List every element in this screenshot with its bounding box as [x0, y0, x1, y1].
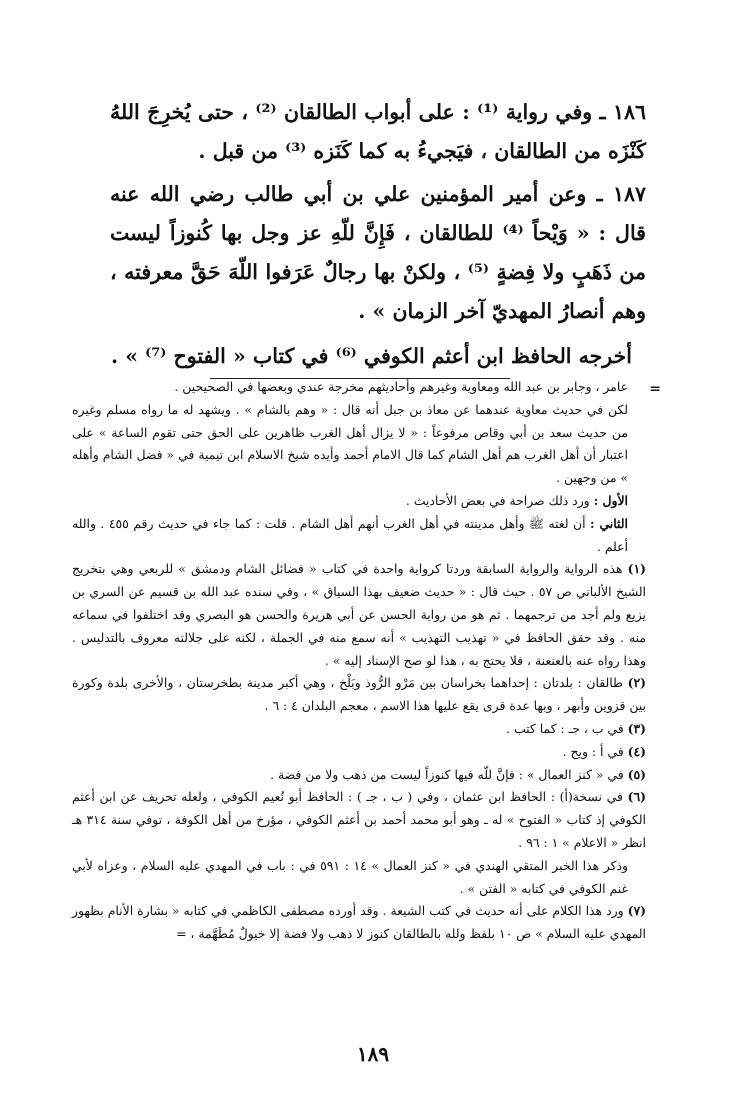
second-label: الثاني : — [590, 515, 628, 531]
footnote-7-text: ورد هذا الكلام على أنه حديث في كتب الشيعة . وقد أورده مصطفى الكاظمي في كتابه « بشارة الأنام بظهور المهدي عليه السلام » ص ١٠ بلفظ ولله بالطالقان كنوز لا ذهب ولا فضة إلا خيولٌ مُطَهَّمة ، = — [72, 903, 646, 942]
footnote-4 — [72, 741, 646, 764]
footnote-2 — [72, 672, 646, 718]
footnote-6 — [72, 786, 646, 854]
footnote-1-number: (١) — [627, 561, 646, 577]
footnote-6-continued: وذكر هذا الخبر المتقي الهندي في « كنز العمال » ١٤ : ٥٩١ في : باب في المهدي عليه السلام ، وعزاه لأبي غنم الكوفي في كتابه « الفتن » . — [72, 857, 628, 896]
footnote-continuation-3 — [72, 490, 646, 513]
hadith-187: ١٨٧ ـ وعن أمير المؤمنين علي بن أبي طالب رضي الله عنه قال : « وَيْحاً ⁽⁴⁾ للطالقان ، فَإِنَّ للّهِ عز وجل بها كُنوزاً ليست من ذَهَبٍ ولا فِضةٍ ⁽⁵⁾ ، ولكنْ بها رجالٌ عَرَفوا اللّهَ حَقَّ معرفته ، وهم أنصارُ المهديّ آخر الزمان » . — [110, 182, 647, 323]
hadith-source: أخرجه الحافظ ابن أعثم الكوفي ⁽⁶⁾ في كتاب « الفتوح ⁽⁷⁾ » . — [110, 344, 632, 368]
footnotes — [72, 376, 646, 946]
main-text — [110, 93, 646, 376]
footnote-continuation-1: عامر ، وجابر بن عبد الله ومعاوية وغيرهم وأحاديثهم مخرجة عندي وبعضها في الصحيحين . — [174, 379, 628, 394]
footnote-3-text: في ب ، جـ : كما كتب . — [506, 720, 624, 736]
footnote-7 — [72, 900, 646, 946]
footnote-1-text: هذه الرواية والرواية السابقة وردتا كرواية واحدة في كتاب « فضائل الشام ودمشق » للربعي وهي بتخريج الشيخ الألباني ص ٥٧ . حيث قال : « حديث ضعيف بهذا السياق » ، وفي سنده عبد الله بن قسيم عن السري بن يزيع ولم أجد من ترجمهما . ثم هو من رواية الحسن عن أبي هريرة والحسن هو البصري وقد اختلفوا في سماعه منه . وقد حقق الحافظ في « تهذيب التهذيب » أنه سمع منه في الجملة ، لكنه على جلالته معروف بالتدليس . وهذا رواه عنه بالعنعنة ، فلا يحتج به ، هذا لو صح الإسناد إليه » . — [72, 561, 646, 668]
footnote-4-number: (٤) — [627, 743, 646, 759]
footnote-4-text: في أ : ويح . — [562, 743, 624, 759]
footnote-2-text: طالقان : بلدتان : إحداهما بخراسان بين مَرْو الرُّوذ وبَلْخ ، وهي أكبر مدينة بطخرستان ، والأخرى بلدة وكورة بين قزوين وأبهر ، وبها عدة قرى يقع عليها هذا الاسم ، معجم البلدان ٤ : ٦ . — [72, 675, 646, 714]
page-number: ١٨٩ — [356, 1042, 390, 1066]
continuation-mark: = — [649, 381, 661, 397]
footnote-6-text: في نسخة(أ) : الحافظ ابن عثمان ، وفي ( ب ، جـ ) : الحافظ أبو نُعيم الكوفي ، ولعله تحريف عن ابن أعثم الكوفي إذ كتاب « الفتوح » له ـ وهو أبو محمد أحمد بن أعثم الكوفي ، مؤرخ من أهل الكوفة ، توفي سنة ٣١٤ هـ انظر « الاعلام » ١ : ٩٦ . — [72, 789, 646, 850]
first-label: الأول : — [593, 492, 628, 508]
footnote-continuation-2: لكن في حديث معاوية عندهما عن معاذ بن جبل أنه قال : « وهم بالشام » . ويشهد له ما رواه مسلم وغيره من حديث سعد بن أبي وقاص مرفوعاً : « لا يزال أهل الغرب ظاهرين على الحق حتى تقوم الساعة » على اعتبار أن أهل الغرب هم أهل الشام كما قال الامام أحمد وأيده شيخ الاسلام ابن تيمية في « فضل الشام وأهله » من وجهين . — [72, 401, 628, 486]
footnote-5-number: (٥) — [627, 766, 646, 782]
second-text: أن لغته ﷺ وأهل مدينته في أهل الغرب أنهم أهل الشام . قلت : كما جاء في حديث رقم ٤٥٥ . والله أعلم . — [72, 515, 628, 554]
footnote-1 — [72, 558, 646, 672]
footnote-continuation-4 — [72, 513, 646, 559]
footnote-2-number: (٢) — [627, 675, 646, 691]
footnote-7-number: (٧) — [627, 903, 646, 919]
first-text: ورد ذلك صراحة في بعض الأحاديث . — [405, 492, 590, 508]
footnote-5-text: في « كنز العمال » : فإنَّ للّه فيها كنوزاً ليست من ذهب ولا من فضة . — [270, 766, 624, 782]
footnote-5 — [72, 764, 646, 787]
footnote-3-number: (٣) — [627, 720, 646, 736]
footnote-3 — [72, 718, 646, 741]
footnote-6-number: (٦) — [627, 789, 646, 805]
hadith-186: ١٨٦ ـ وفي رواية ⁽¹⁾ : على أبواب الطالقان ⁽²⁾ ، حتى يُخرِجَ اللهُ كَنْزَه من الطالقان ، فيَجيءُ به كما كَنَزه ⁽³⁾ من قبل . — [110, 100, 647, 163]
